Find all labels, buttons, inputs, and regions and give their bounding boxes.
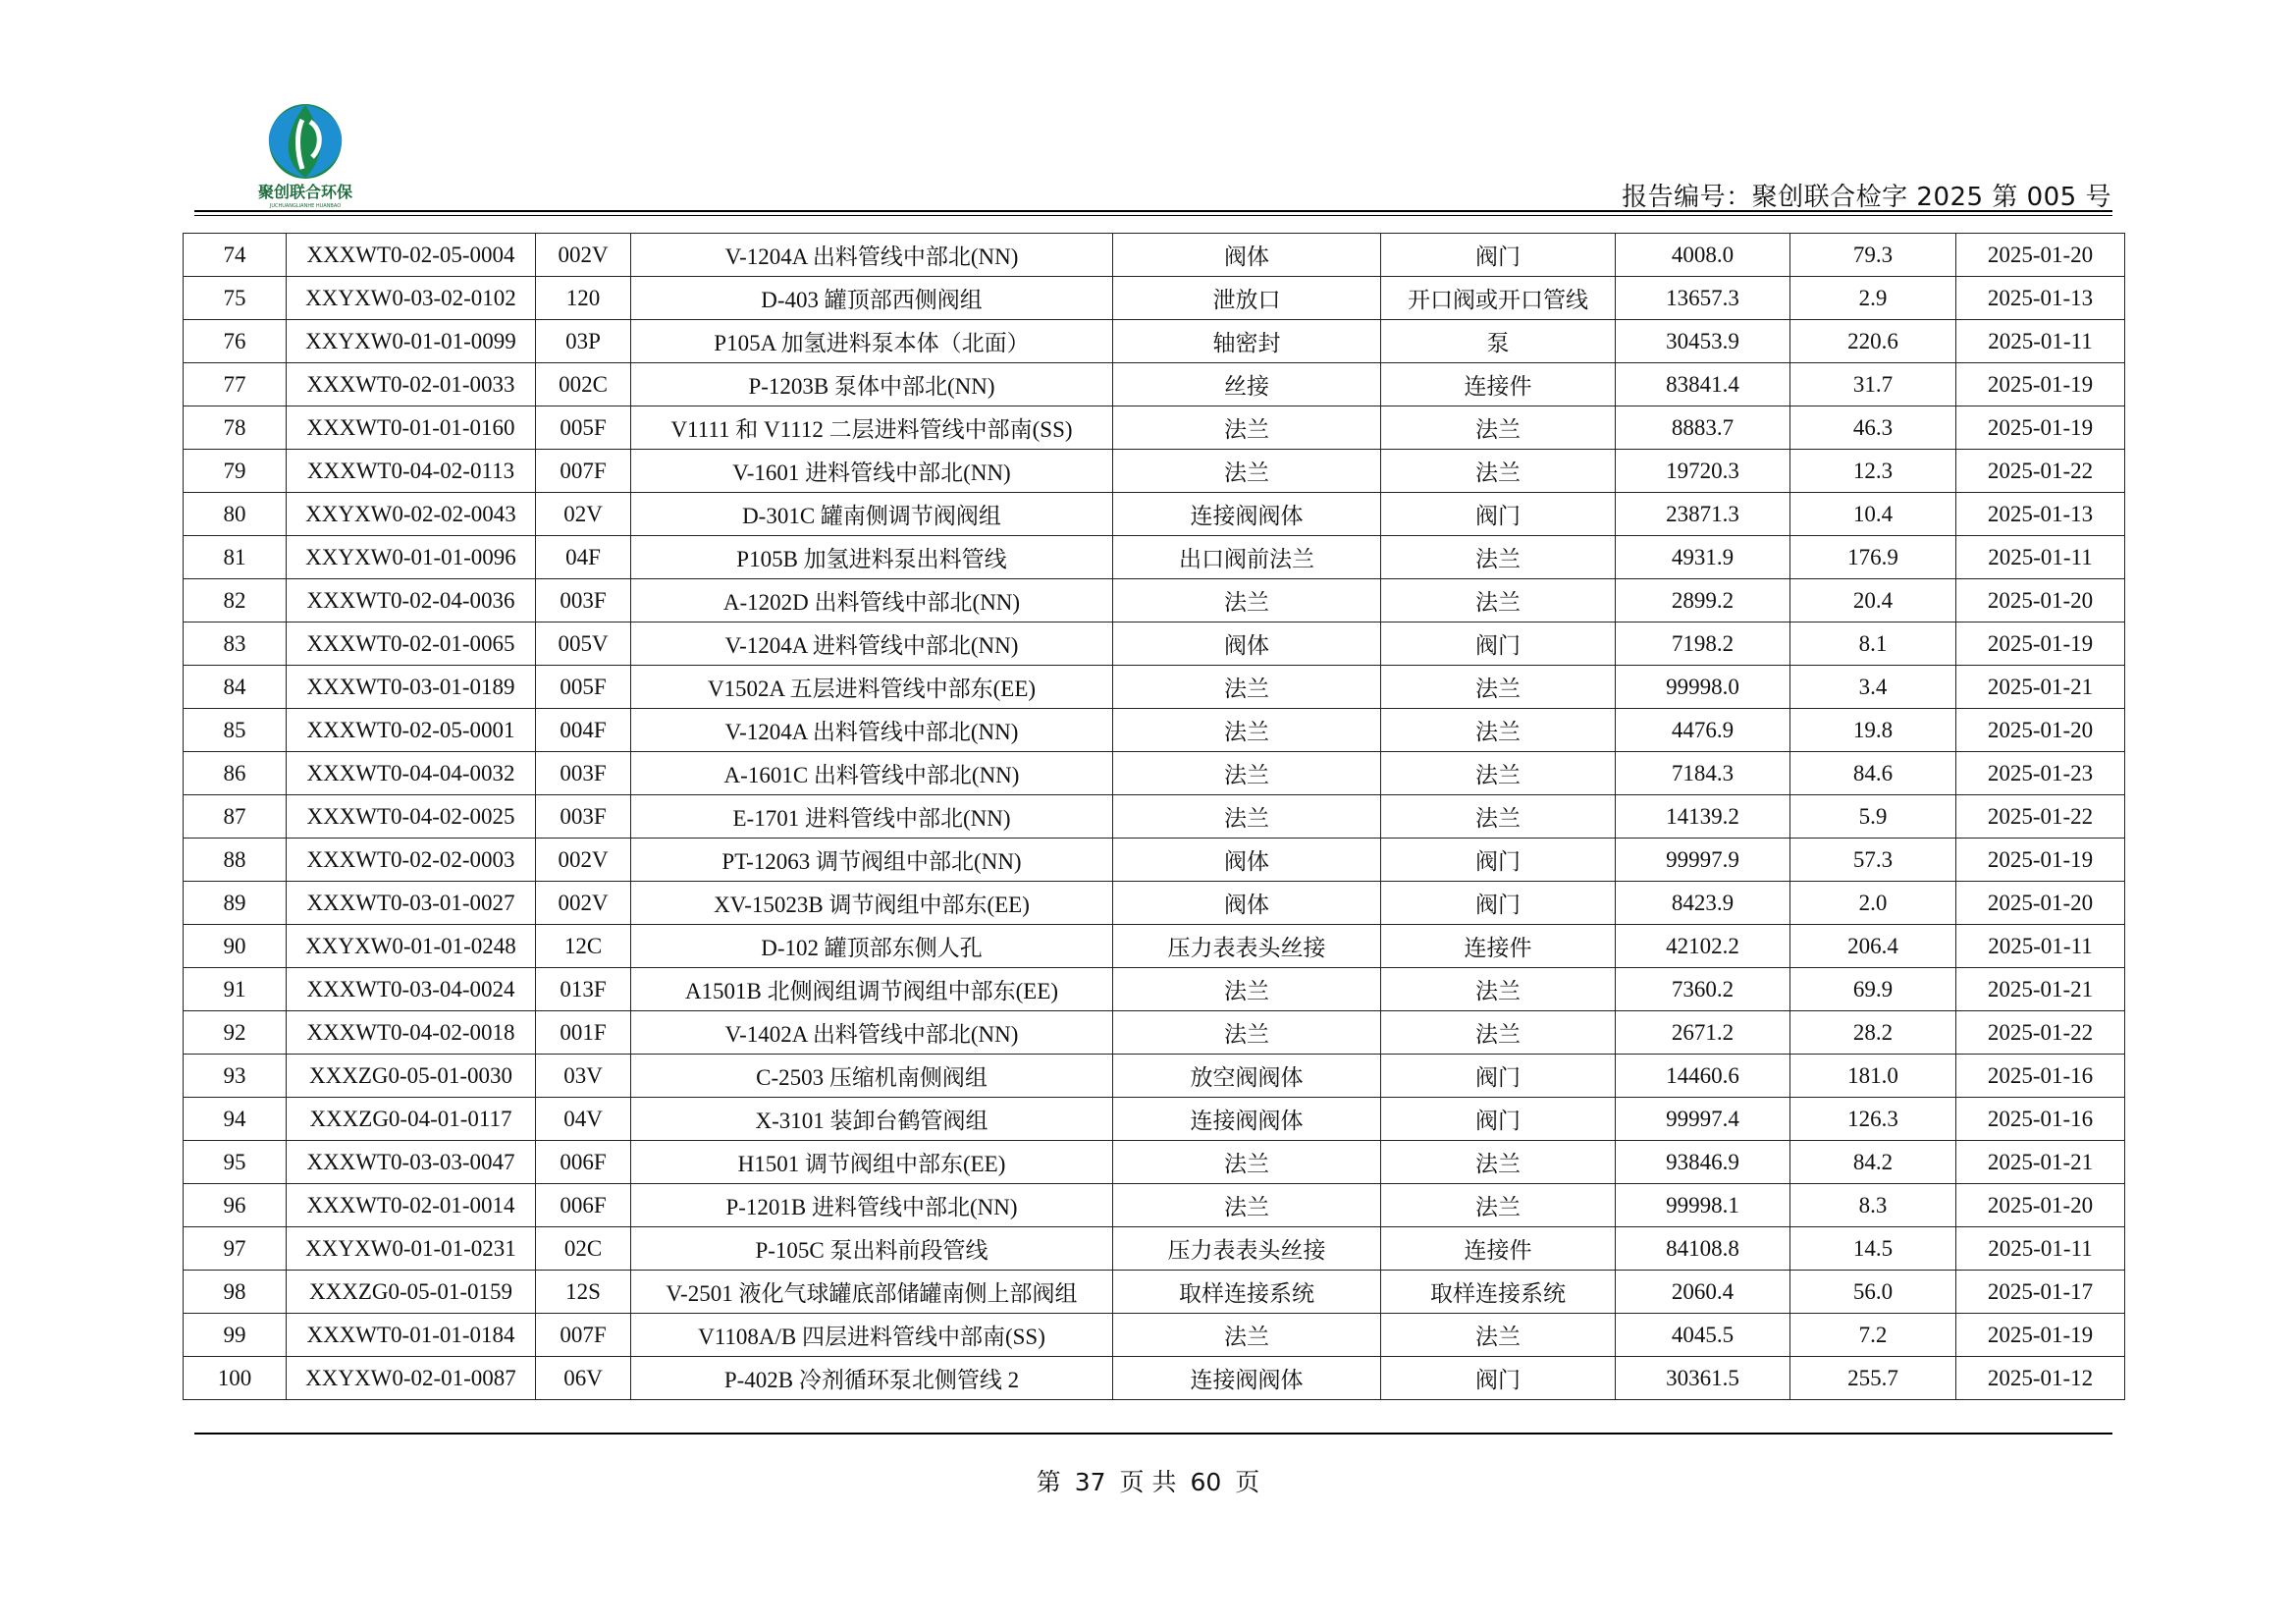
- cell-seal-point-code: 006F: [536, 1141, 631, 1184]
- table-row: [184, 1271, 2125, 1314]
- table-row: [184, 406, 2125, 450]
- cell-location: P105B 加氢进料泵出料管线: [631, 536, 1113, 579]
- cell-equipment-code: XXYXW0-03-02-0102: [287, 277, 536, 320]
- logo-subcaption: JUCHUANGLIANHE HUANBAO: [269, 203, 342, 209]
- cell-row-index: 77: [184, 363, 287, 406]
- cell-seal-point-type: 取样连接系统: [1113, 1271, 1381, 1314]
- cell-row-index: 78: [184, 406, 287, 450]
- cell-location: D-403 罐顶部西侧阀组: [631, 277, 1113, 320]
- cell-concentration: 4045.5: [1616, 1314, 1790, 1357]
- cell-concentration: 13657.3: [1616, 277, 1790, 320]
- cell-seal-point-code: 04F: [536, 536, 631, 579]
- cell-test-date: 2025-01-19: [1956, 1314, 2125, 1357]
- cell-location: V-1601 进料管线中部北(NN): [631, 450, 1113, 493]
- cell-seal-point-type: 连接阀阀体: [1113, 1098, 1381, 1141]
- cell-equipment-code: XXYXW0-01-01-0099: [287, 320, 536, 363]
- cell-test-date: 2025-01-11: [1956, 536, 2125, 579]
- cell-component-type: 连接件: [1381, 925, 1616, 968]
- cell-seal-point-type: 阀体: [1113, 882, 1381, 925]
- cell-seal-point-type: 放空阀阀体: [1113, 1055, 1381, 1098]
- cell-row-index: 94: [184, 1098, 287, 1141]
- report-number: 报告编号：聚创联合检字 2025 第 005 号: [1622, 183, 2111, 212]
- cell-concentration: 19720.3: [1616, 450, 1790, 493]
- cell-concentration: 99998.1: [1616, 1184, 1790, 1227]
- cell-test-date: 2025-01-21: [1956, 666, 2125, 709]
- cell-leak-rate: 10.4: [1790, 493, 1956, 536]
- cell-test-date: 2025-01-11: [1956, 320, 2125, 363]
- cell-row-index: 99: [184, 1314, 287, 1357]
- cell-location: C-2503 压缩机南侧阀组: [631, 1055, 1113, 1098]
- cell-location: P-1201B 进料管线中部北(NN): [631, 1184, 1113, 1227]
- cell-seal-point-type: 法兰: [1113, 752, 1381, 795]
- cell-test-date: 2025-01-20: [1956, 234, 2125, 277]
- cell-row-index: 96: [184, 1184, 287, 1227]
- cell-seal-point-code: 03P: [536, 320, 631, 363]
- cell-location: V1111 和 V1112 二层进料管线中部南(SS): [631, 406, 1113, 450]
- cell-concentration: 2671.2: [1616, 1011, 1790, 1055]
- table-row: [184, 623, 2125, 666]
- cell-seal-point-code: 06V: [536, 1357, 631, 1400]
- cell-equipment-code: XXXWT0-03-04-0024: [287, 968, 536, 1011]
- cell-seal-point-code: 005F: [536, 666, 631, 709]
- cell-equipment-code: XXXZG0-05-01-0159: [287, 1271, 536, 1314]
- cell-component-type: 法兰: [1381, 1184, 1616, 1227]
- cell-seal-point-type: 压力表表头丝接: [1113, 1227, 1381, 1271]
- table-row: [184, 839, 2125, 882]
- cell-location: E-1701 进料管线中部北(NN): [631, 795, 1113, 839]
- cell-seal-point-code: 02C: [536, 1227, 631, 1271]
- cell-component-type: 法兰: [1381, 795, 1616, 839]
- cell-location: A-1601C 出料管线中部北(NN): [631, 752, 1113, 795]
- cell-row-index: 76: [184, 320, 287, 363]
- cell-concentration: 4008.0: [1616, 234, 1790, 277]
- cell-seal-point-type: 阀体: [1113, 234, 1381, 277]
- cell-test-date: 2025-01-19: [1956, 363, 2125, 406]
- cell-seal-point-code: 02V: [536, 493, 631, 536]
- cell-row-index: 87: [184, 795, 287, 839]
- cell-component-type: 阀门: [1381, 493, 1616, 536]
- cell-test-date: 2025-01-19: [1956, 406, 2125, 450]
- cell-concentration: 2899.2: [1616, 579, 1790, 623]
- cell-leak-rate: 255.7: [1790, 1357, 1956, 1400]
- cell-equipment-code: XXXWT0-04-02-0018: [287, 1011, 536, 1055]
- cell-seal-point-code: 002V: [536, 839, 631, 882]
- cell-location: A-1202D 出料管线中部北(NN): [631, 579, 1113, 623]
- cell-leak-rate: 79.3: [1790, 234, 1956, 277]
- cell-test-date: 2025-01-23: [1956, 752, 2125, 795]
- cell-test-date: 2025-01-12: [1956, 1357, 2125, 1400]
- cell-equipment-code: XXXWT0-01-01-0160: [287, 406, 536, 450]
- cell-row-index: 86: [184, 752, 287, 795]
- cell-seal-point-type: 连接阀阀体: [1113, 1357, 1381, 1400]
- cell-seal-point-code: 007F: [536, 450, 631, 493]
- cell-component-type: 阀门: [1381, 1357, 1616, 1400]
- cell-test-date: 2025-01-17: [1956, 1271, 2125, 1314]
- cell-concentration: 7198.2: [1616, 623, 1790, 666]
- cell-test-date: 2025-01-13: [1956, 277, 2125, 320]
- cell-test-date: 2025-01-20: [1956, 579, 2125, 623]
- inspection-table: [183, 233, 2125, 1400]
- cell-seal-point-type: 法兰: [1113, 795, 1381, 839]
- cell-leak-rate: 2.9: [1790, 277, 1956, 320]
- table-row: [184, 320, 2125, 363]
- cell-seal-point-code: 002V: [536, 234, 631, 277]
- cell-leak-rate: 181.0: [1790, 1055, 1956, 1098]
- cell-seal-point-type: 法兰: [1113, 1011, 1381, 1055]
- cell-leak-rate: 14.5: [1790, 1227, 1956, 1271]
- cell-row-index: 81: [184, 536, 287, 579]
- cell-component-type: 阀门: [1381, 623, 1616, 666]
- cell-test-date: 2025-01-16: [1956, 1098, 2125, 1141]
- cell-test-date: 2025-01-20: [1956, 882, 2125, 925]
- table-row: [184, 277, 2125, 320]
- cell-row-index: 84: [184, 666, 287, 709]
- cell-row-index: 82: [184, 579, 287, 623]
- cell-seal-point-type: 压力表表头丝接: [1113, 925, 1381, 968]
- cell-leak-rate: 28.2: [1790, 1011, 1956, 1055]
- cell-row-index: 80: [184, 493, 287, 536]
- cell-leak-rate: 8.1: [1790, 623, 1956, 666]
- total-pages: 60: [1190, 1468, 1222, 1496]
- current-page: 37: [1074, 1468, 1106, 1496]
- cell-seal-point-type: 法兰: [1113, 1141, 1381, 1184]
- cell-location: H1501 调节阀组中部东(EE): [631, 1141, 1113, 1184]
- cell-seal-point-type: 泄放口: [1113, 277, 1381, 320]
- cell-test-date: 2025-01-20: [1956, 1184, 2125, 1227]
- cell-leak-rate: 57.3: [1790, 839, 1956, 882]
- cell-component-type: 法兰: [1381, 1314, 1616, 1357]
- cell-concentration: 14460.6: [1616, 1055, 1790, 1098]
- cell-seal-point-type: 出口阀前法兰: [1113, 536, 1381, 579]
- cell-concentration: 7184.3: [1616, 752, 1790, 795]
- cell-concentration: 42102.2: [1616, 925, 1790, 968]
- cell-component-type: 法兰: [1381, 666, 1616, 709]
- cell-seal-point-type: 法兰: [1113, 450, 1381, 493]
- cell-location: V-1402A 出料管线中部北(NN): [631, 1011, 1113, 1055]
- cell-seal-point-type: 法兰: [1113, 666, 1381, 709]
- cell-location: V1108A/B 四层进料管线中部南(SS): [631, 1314, 1113, 1357]
- cell-location: X-3101 装卸台鹤管阀组: [631, 1098, 1113, 1141]
- cell-row-index: 95: [184, 1141, 287, 1184]
- cell-seal-point-type: 法兰: [1113, 968, 1381, 1011]
- page-suffix: 页: [1235, 1468, 1260, 1496]
- cell-equipment-code: XXYXW0-01-01-0248: [287, 925, 536, 968]
- cell-component-type: 法兰: [1381, 709, 1616, 752]
- cell-leak-rate: 31.7: [1790, 363, 1956, 406]
- cell-equipment-code: XXXWT0-02-02-0003: [287, 839, 536, 882]
- cell-seal-point-type: 阀体: [1113, 623, 1381, 666]
- cell-concentration: 30453.9: [1616, 320, 1790, 363]
- cell-seal-point-type: 法兰: [1113, 1314, 1381, 1357]
- table-row: [184, 363, 2125, 406]
- cell-component-type: 法兰: [1381, 450, 1616, 493]
- cell-equipment-code: XXYXW0-02-01-0087: [287, 1357, 536, 1400]
- cell-location: P-105C 泵出料前段管线: [631, 1227, 1113, 1271]
- cell-leak-rate: 220.6: [1790, 320, 1956, 363]
- cell-row-index: 92: [184, 1011, 287, 1055]
- cell-location: XV-15023B 调节阀组中部东(EE): [631, 882, 1113, 925]
- cell-component-type: 泵: [1381, 320, 1616, 363]
- cell-leak-rate: 2.0: [1790, 882, 1956, 925]
- cell-seal-point-code: 004F: [536, 709, 631, 752]
- cell-row-index: 85: [184, 709, 287, 752]
- cell-leak-rate: 5.9: [1790, 795, 1956, 839]
- cell-concentration: 93846.9: [1616, 1141, 1790, 1184]
- cell-equipment-code: XXXWT0-02-04-0036: [287, 579, 536, 623]
- table-row: [184, 493, 2125, 536]
- table-row: [184, 1184, 2125, 1227]
- cell-row-index: 75: [184, 277, 287, 320]
- cell-equipment-code: XXYXW0-02-02-0043: [287, 493, 536, 536]
- cell-leak-rate: 84.2: [1790, 1141, 1956, 1184]
- cell-location: V-2501 液化气球罐底部储罐南侧上部阀组: [631, 1271, 1113, 1314]
- table-row: [184, 234, 2125, 277]
- table-row: [184, 709, 2125, 752]
- cell-equipment-code: XXYXW0-01-01-0231: [287, 1227, 536, 1271]
- cell-row-index: 91: [184, 968, 287, 1011]
- cell-equipment-code: XXXWT0-02-01-0014: [287, 1184, 536, 1227]
- cell-equipment-code: XXXWT0-03-01-0027: [287, 882, 536, 925]
- cell-row-index: 89: [184, 882, 287, 925]
- cell-seal-point-code: 005F: [536, 406, 631, 450]
- cell-seal-point-code: 003F: [536, 752, 631, 795]
- table-row: [184, 1055, 2125, 1098]
- cell-concentration: 7360.2: [1616, 968, 1790, 1011]
- cell-seal-point-code: 120: [536, 277, 631, 320]
- cell-component-type: 法兰: [1381, 1011, 1616, 1055]
- cell-seal-point-type: 法兰: [1113, 579, 1381, 623]
- cell-concentration: 14139.2: [1616, 795, 1790, 839]
- cell-component-type: 取样连接系统: [1381, 1271, 1616, 1314]
- cell-location: D-102 罐顶部东侧人孔: [631, 925, 1113, 968]
- company-logo: [253, 100, 357, 210]
- cell-seal-point-type: 丝接: [1113, 363, 1381, 406]
- cell-leak-rate: 206.4: [1790, 925, 1956, 968]
- cell-test-date: 2025-01-16: [1956, 1055, 2125, 1098]
- header-divider: [194, 210, 2112, 212]
- table-body: [184, 234, 2125, 1400]
- cell-equipment-code: XXXWT0-03-01-0189: [287, 666, 536, 709]
- cell-concentration: 23871.3: [1616, 493, 1790, 536]
- table-row: [184, 752, 2125, 795]
- cell-location: A1501B 北侧阀组调节阀组中部东(EE): [631, 968, 1113, 1011]
- cell-seal-point-code: 001F: [536, 1011, 631, 1055]
- table-row: [184, 968, 2125, 1011]
- cell-location: P-402B 冷剂循环泵北侧管线 2: [631, 1357, 1113, 1400]
- cell-leak-rate: 176.9: [1790, 536, 1956, 579]
- cell-component-type: 开口阀或开口管线: [1381, 277, 1616, 320]
- table-row: [184, 1098, 2125, 1141]
- cell-seal-point-type: 阀体: [1113, 839, 1381, 882]
- cell-concentration: 8883.7: [1616, 406, 1790, 450]
- cell-seal-point-code: 04V: [536, 1098, 631, 1141]
- cell-leak-rate: 84.6: [1790, 752, 1956, 795]
- cell-test-date: 2025-01-19: [1956, 839, 2125, 882]
- cell-row-index: 74: [184, 234, 287, 277]
- cell-seal-point-type: 轴密封: [1113, 320, 1381, 363]
- cell-equipment-code: XXXWT0-03-03-0047: [287, 1141, 536, 1184]
- cell-concentration: 4476.9: [1616, 709, 1790, 752]
- cell-location: PT-12063 调节阀组中部北(NN): [631, 839, 1113, 882]
- cell-equipment-code: XXXWT0-04-02-0025: [287, 795, 536, 839]
- cell-concentration: 30361.5: [1616, 1357, 1790, 1400]
- cell-equipment-code: XXXWT0-02-05-0004: [287, 234, 536, 277]
- cell-location: V-1204A 出料管线中部北(NN): [631, 709, 1113, 752]
- cell-location: P105A 加氢进料泵本体（北面）: [631, 320, 1113, 363]
- cell-test-date: 2025-01-20: [1956, 709, 2125, 752]
- cell-seal-point-code: 003F: [536, 579, 631, 623]
- cell-concentration: 83841.4: [1616, 363, 1790, 406]
- cell-leak-rate: 3.4: [1790, 666, 1956, 709]
- cell-location: V-1204A 进料管线中部北(NN): [631, 623, 1113, 666]
- cell-row-index: 97: [184, 1227, 287, 1271]
- cell-component-type: 阀门: [1381, 882, 1616, 925]
- cell-component-type: 阀门: [1381, 234, 1616, 277]
- cell-leak-rate: 12.3: [1790, 450, 1956, 493]
- cell-equipment-code: XXXWT0-04-02-0113: [287, 450, 536, 493]
- table-row: [184, 1141, 2125, 1184]
- cell-seal-point-type: 法兰: [1113, 406, 1381, 450]
- cell-row-index: 88: [184, 839, 287, 882]
- cell-component-type: 法兰: [1381, 579, 1616, 623]
- cell-seal-point-code: 12C: [536, 925, 631, 968]
- table-row: [184, 795, 2125, 839]
- cell-seal-point-code: 005V: [536, 623, 631, 666]
- footer-divider: [194, 1433, 2112, 1435]
- cell-row-index: 98: [184, 1271, 287, 1314]
- logo-mark-icon: [253, 100, 357, 210]
- cell-test-date: 2025-01-19: [1956, 623, 2125, 666]
- cell-concentration: 99997.4: [1616, 1098, 1790, 1141]
- cell-test-date: 2025-01-22: [1956, 1011, 2125, 1055]
- cell-leak-rate: 19.8: [1790, 709, 1956, 752]
- cell-row-index: 83: [184, 623, 287, 666]
- cell-component-type: 阀门: [1381, 1055, 1616, 1098]
- cell-seal-point-code: 03V: [536, 1055, 631, 1098]
- page-prefix: 第: [1036, 1468, 1061, 1496]
- cell-equipment-code: XXYXW0-01-01-0096: [287, 536, 536, 579]
- cell-seal-point-type: 法兰: [1113, 709, 1381, 752]
- cell-component-type: 法兰: [1381, 968, 1616, 1011]
- table-row: [184, 925, 2125, 968]
- table-row: [184, 1011, 2125, 1055]
- table-row: [184, 1227, 2125, 1271]
- cell-leak-rate: 8.3: [1790, 1184, 1956, 1227]
- cell-seal-point-code: 12S: [536, 1271, 631, 1314]
- cell-concentration: 99998.0: [1616, 666, 1790, 709]
- cell-concentration: 99997.9: [1616, 839, 1790, 882]
- table-row: [184, 882, 2125, 925]
- table-row: [184, 1357, 2125, 1400]
- page-number: [0, 1463, 2296, 1498]
- table-row: [184, 536, 2125, 579]
- cell-seal-point-code: 007F: [536, 1314, 631, 1357]
- logo-caption: 聚创联合环保: [257, 183, 353, 201]
- cell-leak-rate: 7.2: [1790, 1314, 1956, 1357]
- cell-component-type: 连接件: [1381, 1227, 1616, 1271]
- cell-component-type: 连接件: [1381, 363, 1616, 406]
- cell-seal-point-code: 003F: [536, 795, 631, 839]
- cell-seal-point-code: 002C: [536, 363, 631, 406]
- cell-equipment-code: XXXWT0-02-01-0033: [287, 363, 536, 406]
- cell-seal-point-code: 013F: [536, 968, 631, 1011]
- cell-test-date: 2025-01-21: [1956, 1141, 2125, 1184]
- table-row: [184, 666, 2125, 709]
- table-row: [184, 1314, 2125, 1357]
- cell-location: V-1204A 出料管线中部北(NN): [631, 234, 1113, 277]
- cell-leak-rate: 126.3: [1790, 1098, 1956, 1141]
- cell-component-type: 法兰: [1381, 536, 1616, 579]
- cell-component-type: 法兰: [1381, 406, 1616, 450]
- cell-row-index: 100: [184, 1357, 287, 1400]
- cell-test-date: 2025-01-11: [1956, 925, 2125, 968]
- cell-location: D-301C 罐南侧调节阀阀组: [631, 493, 1113, 536]
- cell-leak-rate: 46.3: [1790, 406, 1956, 450]
- cell-row-index: 93: [184, 1055, 287, 1098]
- cell-location: P-1203B 泵体中部北(NN): [631, 363, 1113, 406]
- cell-test-date: 2025-01-21: [1956, 968, 2125, 1011]
- cell-test-date: 2025-01-22: [1956, 795, 2125, 839]
- cell-component-type: 法兰: [1381, 1141, 1616, 1184]
- cell-concentration: 84108.8: [1616, 1227, 1790, 1271]
- table-row: [184, 579, 2125, 623]
- cell-test-date: 2025-01-22: [1956, 450, 2125, 493]
- cell-leak-rate: 69.9: [1790, 968, 1956, 1011]
- cell-equipment-code: XXXZG0-04-01-0117: [287, 1098, 536, 1141]
- header-divider-thin: [194, 215, 2112, 216]
- cell-component-type: 法兰: [1381, 752, 1616, 795]
- cell-location: V1502A 五层进料管线中部东(EE): [631, 666, 1113, 709]
- cell-component-type: 阀门: [1381, 839, 1616, 882]
- cell-concentration: 2060.4: [1616, 1271, 1790, 1314]
- cell-test-date: 2025-01-11: [1956, 1227, 2125, 1271]
- cell-seal-point-type: 法兰: [1113, 1184, 1381, 1227]
- cell-equipment-code: XXXWT0-04-04-0032: [287, 752, 536, 795]
- cell-leak-rate: 20.4: [1790, 579, 1956, 623]
- cell-row-index: 90: [184, 925, 287, 968]
- cell-seal-point-code: 002V: [536, 882, 631, 925]
- cell-concentration: 8423.9: [1616, 882, 1790, 925]
- cell-row-index: 79: [184, 450, 287, 493]
- table-row: [184, 450, 2125, 493]
- cell-equipment-code: XXXZG0-05-01-0030: [287, 1055, 536, 1098]
- cell-leak-rate: 56.0: [1790, 1271, 1956, 1314]
- cell-seal-point-type: 连接阀阀体: [1113, 493, 1381, 536]
- cell-equipment-code: XXXWT0-02-01-0065: [287, 623, 536, 666]
- page-middle: 页 共: [1119, 1468, 1177, 1496]
- cell-equipment-code: XXXWT0-01-01-0184: [287, 1314, 536, 1357]
- cell-seal-point-code: 006F: [536, 1184, 631, 1227]
- cell-equipment-code: XXXWT0-02-05-0001: [287, 709, 536, 752]
- cell-component-type: 阀门: [1381, 1098, 1616, 1141]
- cell-test-date: 2025-01-13: [1956, 493, 2125, 536]
- cell-concentration: 4931.9: [1616, 536, 1790, 579]
